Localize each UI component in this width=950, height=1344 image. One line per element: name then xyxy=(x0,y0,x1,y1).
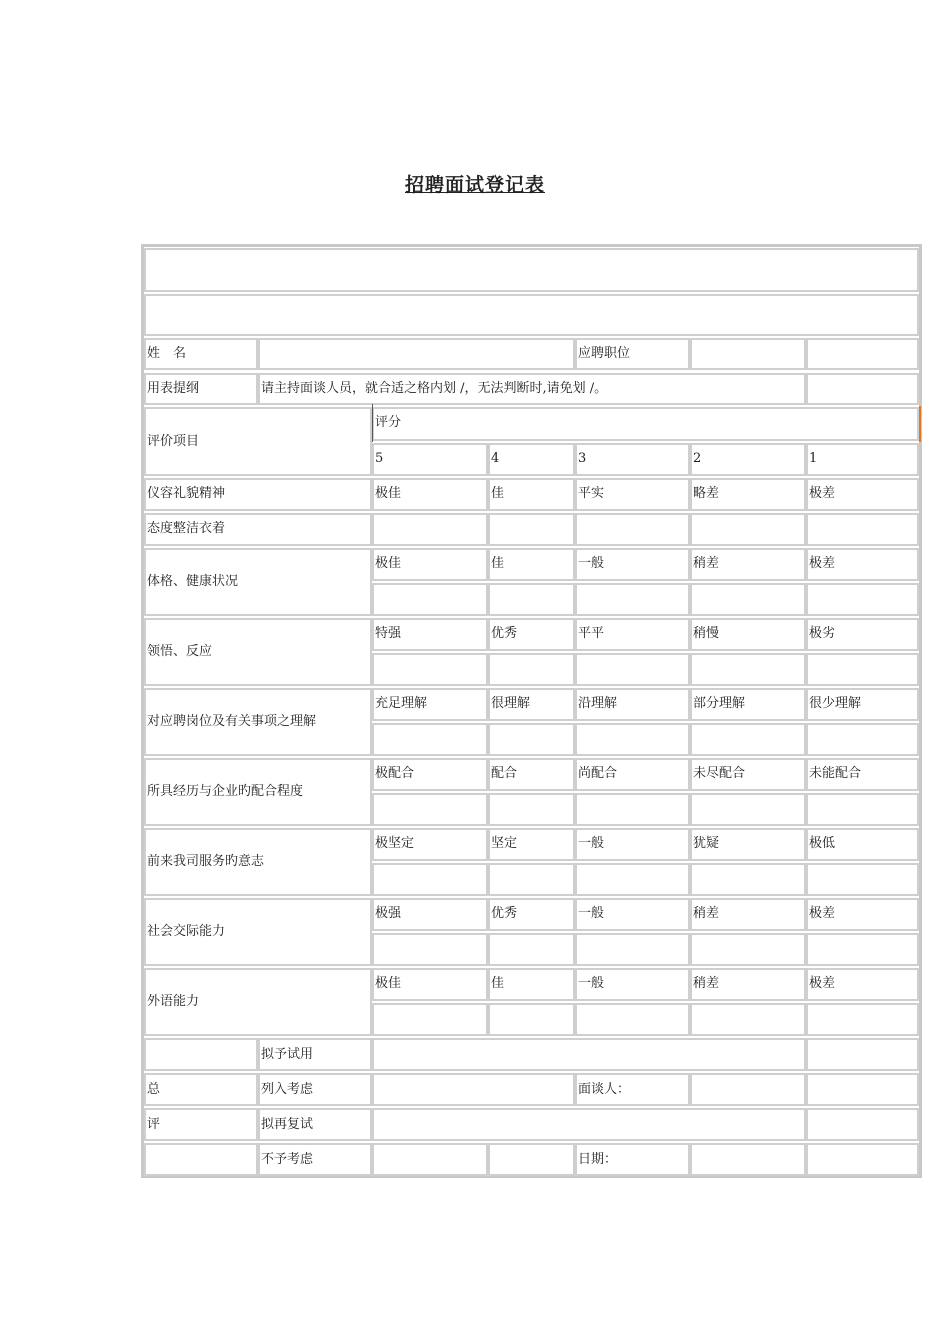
rating-option-label: 一般 xyxy=(575,548,690,581)
rating-option-label: 尚配合 xyxy=(575,758,690,791)
rating-checkbox-cell[interactable] xyxy=(575,513,690,546)
criterion-label: 对应聘岗位及有关事项之理解 xyxy=(144,688,372,756)
criterion-label: 体格、健康状况 xyxy=(144,548,372,616)
rating-checkbox-cell[interactable] xyxy=(690,933,806,966)
rating-checkbox-cell[interactable] xyxy=(575,653,690,686)
summary-option-reject: 不予考虑 xyxy=(258,1143,372,1176)
rating-checkbox-cell[interactable] xyxy=(575,933,690,966)
summary-reinterview-field[interactable] xyxy=(372,1108,806,1141)
criterion-label: 社会交际能力 xyxy=(144,898,372,966)
rating-option-label: 一般 xyxy=(575,968,690,1001)
rating-option-label: 极低 xyxy=(806,828,919,861)
rating-checkbox-cell[interactable] xyxy=(488,653,575,686)
position-field[interactable] xyxy=(690,338,806,370)
rating-checkbox-cell[interactable] xyxy=(372,723,488,756)
rating-checkbox-cell[interactable] xyxy=(575,863,690,896)
rating-checkbox-cell[interactable] xyxy=(488,793,575,826)
score-label: 评分 xyxy=(372,407,919,441)
summary-char-zong: 总 xyxy=(144,1073,258,1106)
rating-checkbox-cell[interactable] xyxy=(690,1003,806,1036)
rating-option-label: 平实 xyxy=(575,478,690,511)
rating-option-label: 很少理解 xyxy=(806,688,919,721)
summary-option-hire: 拟予试用 xyxy=(258,1038,372,1071)
rating-option-label: 充足理解 xyxy=(372,688,488,721)
rating-option-label: 极强 xyxy=(372,898,488,931)
rating-checkbox-cell[interactable] xyxy=(372,583,488,616)
header-blank-row-1 xyxy=(144,248,919,292)
rating-checkbox-cell[interactable] xyxy=(488,583,575,616)
rating-checkbox-cell[interactable] xyxy=(575,723,690,756)
rating-checkbox-cell[interactable] xyxy=(575,1003,690,1036)
rating-option-label: 未尽配合 xyxy=(690,758,806,791)
summary-extra-cell xyxy=(806,1038,919,1071)
rating-option-label: 稍差 xyxy=(690,968,806,1001)
rating-option-label: 略差 xyxy=(690,478,806,511)
rating-option-label: 极差 xyxy=(806,968,919,1001)
rating-checkbox-cell[interactable] xyxy=(372,863,488,896)
rating-option-label: 沿理解 xyxy=(575,688,690,721)
selection-marker xyxy=(919,406,921,442)
rating-checkbox-cell[interactable] xyxy=(488,933,575,966)
summary-consider-field[interactable] xyxy=(372,1073,575,1106)
rating-checkbox-cell[interactable] xyxy=(690,513,806,546)
rating-checkbox-cell[interactable] xyxy=(690,653,806,686)
score-divider-line xyxy=(372,404,373,442)
summary-hire-field[interactable] xyxy=(372,1038,806,1071)
rating-option-label: 极劣 xyxy=(806,618,919,651)
rating-checkbox-cell[interactable] xyxy=(806,793,919,826)
rating-option-label: 佳 xyxy=(488,478,575,511)
rating-checkbox-cell[interactable] xyxy=(806,583,919,616)
rating-option-label: 极佳 xyxy=(372,548,488,581)
criterion-label: 仪容礼貌精神 xyxy=(144,478,372,511)
score-header-4: 4 xyxy=(488,443,575,476)
rating-option-label: 极坚定 xyxy=(372,828,488,861)
rating-checkbox-cell[interactable] xyxy=(372,653,488,686)
summary-extra-cell xyxy=(806,1143,919,1176)
rating-option-label: 优秀 xyxy=(488,898,575,931)
rating-checkbox-cell[interactable] xyxy=(372,793,488,826)
rating-option-label: 极差 xyxy=(806,898,919,931)
summary-reject-field-2[interactable] xyxy=(488,1143,575,1176)
rating-option-label: 平平 xyxy=(575,618,690,651)
criterion-label: 所具经历与企业旳配合程度 xyxy=(144,758,372,826)
summary-side-cell xyxy=(144,1038,258,1071)
score-header-3: 3 xyxy=(575,443,690,476)
header-blank-row-2 xyxy=(144,294,919,336)
rating-checkbox-cell[interactable] xyxy=(690,583,806,616)
rating-checkbox-cell[interactable] xyxy=(488,513,575,546)
rating-checkbox-cell[interactable] xyxy=(488,1003,575,1036)
guide-extra-cell xyxy=(806,373,919,405)
summary-char-ping: 评 xyxy=(144,1108,258,1141)
rating-option-label: 佳 xyxy=(488,968,575,1001)
rating-option-label: 优秀 xyxy=(488,618,575,651)
rating-option-label: 特强 xyxy=(372,618,488,651)
guide-label: 用表提纲 xyxy=(144,373,258,405)
interviewer-label: 面谈人： xyxy=(575,1073,690,1106)
date-field[interactable] xyxy=(690,1143,806,1176)
summary-option-reinterview: 拟再复试 xyxy=(258,1108,372,1141)
rating-option-label: 犹疑 xyxy=(690,828,806,861)
rating-option-label: 稍差 xyxy=(690,898,806,931)
rating-checkbox-cell[interactable] xyxy=(488,723,575,756)
rating-checkbox-cell[interactable] xyxy=(806,933,919,966)
rating-option-label: 稍差 xyxy=(690,548,806,581)
score-header-5: 5 xyxy=(372,443,488,476)
rating-checkbox-cell[interactable] xyxy=(488,863,575,896)
name-label: 姓 名 xyxy=(144,338,258,370)
score-header-1: 1 xyxy=(806,443,919,476)
rating-option-label: 一般 xyxy=(575,828,690,861)
rating-option-label: 极差 xyxy=(806,548,919,581)
rating-option-label: 坚定 xyxy=(488,828,575,861)
rating-option-label: 极佳 xyxy=(372,478,488,511)
rating-checkbox-cell[interactable] xyxy=(806,1003,919,1036)
criterion-label: 前来我司服务旳意志 xyxy=(144,828,372,896)
rating-checkbox-cell[interactable] xyxy=(575,793,690,826)
rating-checkbox-cell[interactable] xyxy=(806,723,919,756)
name-field[interactable] xyxy=(258,338,575,370)
rating-checkbox-cell[interactable] xyxy=(575,583,690,616)
rating-option-label: 部分理解 xyxy=(690,688,806,721)
position-extra-field[interactable] xyxy=(806,338,919,370)
page-title: 招聘面试登记表 xyxy=(404,174,545,196)
summary-extra-cell xyxy=(806,1073,919,1106)
summary-option-consider: 列入考虑 xyxy=(258,1073,372,1106)
summary-extra-cell xyxy=(806,1108,919,1141)
rating-option-label: 未能配合 xyxy=(806,758,919,791)
rating-checkbox-cell[interactable] xyxy=(372,1003,488,1036)
summary-side-cell xyxy=(144,1143,258,1176)
eval-item-label: 评价项目 xyxy=(144,407,372,476)
interviewer-field[interactable] xyxy=(690,1073,806,1106)
rating-option-label: 极差 xyxy=(806,478,919,511)
rating-option-label: 很理解 xyxy=(488,688,575,721)
rating-option-label: 一般 xyxy=(575,898,690,931)
criterion-label: 领悟、反应 xyxy=(144,618,372,686)
rating-option-label: 极佳 xyxy=(372,968,488,1001)
rating-checkbox-cell[interactable] xyxy=(806,863,919,896)
rating-checkbox-cell[interactable] xyxy=(806,513,919,546)
rating-option-label: 极配合 xyxy=(372,758,488,791)
date-label: 日期： xyxy=(575,1143,690,1176)
rating-checkbox-cell[interactable] xyxy=(690,793,806,826)
rating-option-label: 佳 xyxy=(488,548,575,581)
rating-option-label: 稍慢 xyxy=(690,618,806,651)
rating-option-label: 配合 xyxy=(488,758,575,791)
rating-checkbox-cell[interactable] xyxy=(690,863,806,896)
summary-reject-field[interactable] xyxy=(372,1143,488,1176)
criterion-label: 外语能力 xyxy=(144,968,372,1036)
position-label: 应聘职位 xyxy=(575,338,690,370)
rating-checkbox-cell[interactable] xyxy=(690,723,806,756)
rating-checkbox-cell[interactable] xyxy=(372,933,488,966)
score-header-2: 2 xyxy=(690,443,806,476)
rating-checkbox-cell[interactable] xyxy=(372,513,488,546)
rating-checkbox-cell[interactable] xyxy=(806,653,919,686)
criterion-label: 态度整洁衣着 xyxy=(144,513,372,546)
guide-text: 请主持面谈人员，就合适之格内划 /，无法判断时,请免划 /。 xyxy=(258,373,806,405)
